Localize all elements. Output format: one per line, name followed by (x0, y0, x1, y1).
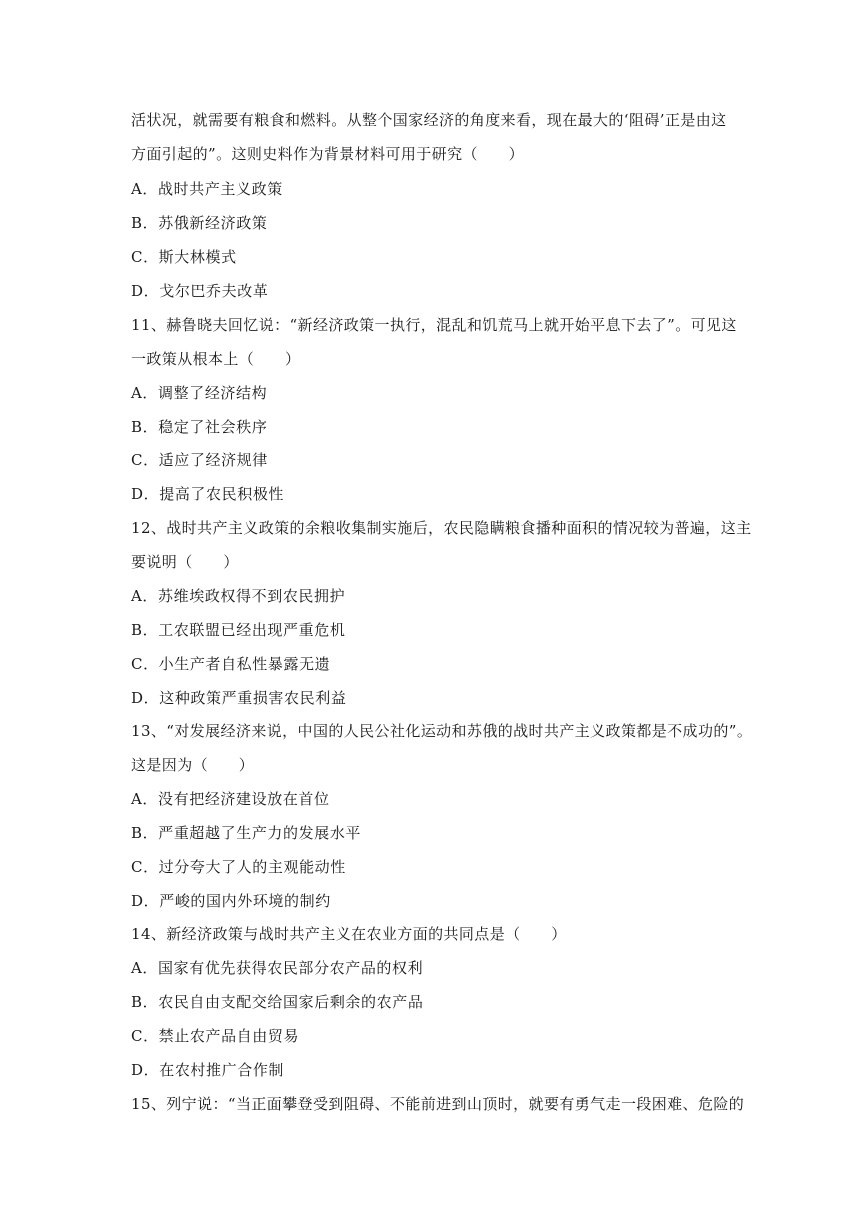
q14-option-b: B．农民自由支配交给国家后剩余的农产品 (131, 993, 424, 1011)
q13-option-a: A．没有把经济建设放在首位 (131, 790, 330, 808)
q11-option-a: A．调整了经济结构 (131, 384, 268, 402)
q13-text-line-1: 13、“对发展经济来说，中国的人民公社化运动和苏俄的战时共产主义政策都是不成功的”。 (131, 722, 753, 740)
q14-option-d: D．在农村推广合作制 (131, 1061, 285, 1079)
q10-text-line-2: 方面引起的”。这则史料作为背景材料可用于研究（ ） (131, 145, 525, 163)
q11-option-d: D．提高了农民积极性 (131, 485, 285, 503)
q13-option-d: D．严峻的国内外环境的制约 (131, 892, 331, 910)
q14-option-a: A．国家有优先获得农民部分农产品的权利 (131, 959, 424, 977)
q12-option-a: A．苏维埃政权得不到农民拥护 (131, 587, 346, 605)
q11-text-line-1: 11、赫鲁晓夫回忆说：“新经济政策一执行，混乱和饥荒马上就开始平息下去了”。可见这 (131, 316, 737, 334)
q10-option-a: A．战时共产主义政策 (131, 180, 283, 198)
q14-text-line-1: 14、新经济政策与战时共产主义在农业方面的共同点是（ ） (131, 925, 567, 943)
q12-text-line-1: 12、战时共产主义政策的余粮收集制实施后，农民隐瞒粮食播种面积的情况较为普遍，这主 (131, 519, 752, 537)
q13-option-b: B．严重超越了生产力的发展水平 (131, 824, 362, 842)
q10-option-c: C．斯大林模式 (131, 248, 237, 266)
q13-text-line-2: 这是因为（ ） (131, 756, 255, 774)
q12-text-line-2: 要说明（ ） (131, 553, 239, 571)
q10-text-line-1: 活状况，就需要有粮食和燃料。从整个国家经济的角度来看，现在最大的‘阻碍’正是由这 (131, 111, 727, 129)
q15-text-line-1: 15、列宁说：“当正面攀登受到阻碍、不能前进到山顶时，就要有勇气走一段困难、危险的 (131, 1095, 745, 1113)
q12-option-c: C．小生产者自私性暴露无遗 (131, 655, 331, 673)
q10-option-d: D．戈尔巴乔夫改革 (131, 282, 269, 300)
q12-option-d: D．这种政策严重损害农民利益 (131, 689, 347, 707)
q10-option-b: B．苏俄新经济政策 (131, 214, 268, 232)
q14-option-c: C．禁止农产品自由贸易 (131, 1027, 300, 1045)
q12-option-b: B．工农联盟已经出现严重危机 (131, 621, 346, 639)
q11-text-line-2: 一政策从根本上（ ） (131, 350, 301, 368)
q13-option-c: C．过分夸大了人的主观能动性 (131, 858, 346, 876)
q11-option-b: B．稳定了社会秩序 (131, 418, 268, 436)
q11-option-c: C．适应了经济规律 (131, 451, 268, 469)
